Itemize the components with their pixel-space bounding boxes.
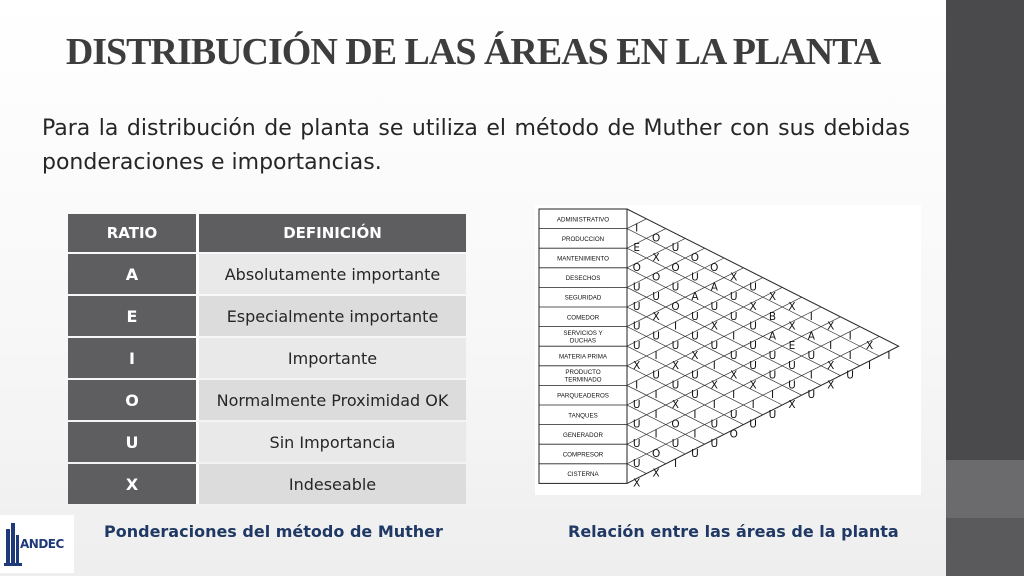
relation-code: E [633, 242, 641, 255]
relation-code: A [691, 291, 699, 304]
slide-title: DISTRIBUCIÓN DE LAS ÁREAS EN LA PLANTA [65, 31, 881, 73]
relation-code: I [848, 330, 852, 343]
area-label: CISTERNA [567, 471, 599, 479]
relation-code: X [827, 320, 835, 333]
relation-code: O [632, 261, 641, 274]
relation-code: I [809, 310, 813, 323]
relation-code: X [749, 301, 757, 313]
relation-code: O [690, 252, 700, 264]
relation-code: O [671, 261, 680, 274]
table-row [68, 296, 466, 336]
relation-code: I [654, 350, 658, 362]
right-decor-block-light [946, 460, 1024, 518]
definition-cell: Especialmente importante [196, 296, 466, 336]
relation-code: X [710, 379, 718, 392]
relation-code: X [652, 310, 660, 323]
caption-right: Relación entre las áreas de la planta [568, 522, 899, 541]
definition-cell: Normalmente Proximidad OK [196, 380, 466, 420]
relation-code: U [749, 281, 757, 294]
relation-code: I [635, 379, 639, 392]
relation-code: I [693, 428, 697, 441]
relationship-matrix [535, 205, 921, 495]
area-label: COMEDOR [566, 314, 600, 322]
relation-code: X [671, 399, 680, 411]
relation-code: U [691, 271, 699, 284]
relation-code: I [770, 389, 775, 402]
table-row [68, 254, 466, 294]
caption-left: Ponderaciones del método de Muther [104, 522, 443, 541]
area-label: MANTENIMIENTO [557, 255, 609, 263]
relation-code: I [809, 369, 813, 382]
relation-code: I [712, 399, 716, 411]
relation-code: I [673, 457, 678, 470]
matrix-outline [627, 209, 899, 483]
relation-code: U [691, 369, 699, 382]
relation-code: X [865, 340, 874, 353]
relation-code: X [691, 350, 699, 362]
table-row [68, 380, 466, 420]
relation-code: U [632, 457, 641, 470]
relation-code: I [693, 408, 697, 421]
intro-paragraph: Para la distribución de planta se utiliza el método de Muther con sus debidas ponderaciones e importancias. [42, 116, 910, 175]
table-header-row [68, 214, 466, 252]
relation-code: E [788, 340, 796, 353]
relation-code: X [633, 359, 641, 372]
relation-code: X [633, 477, 641, 490]
definition-cell: Indeseable [196, 464, 466, 504]
relation-code: X [788, 301, 796, 313]
relation-code: A [807, 330, 815, 343]
table-row [68, 422, 466, 462]
relation-code: I [732, 330, 736, 343]
relation-code: X [768, 291, 777, 304]
definition-cell: Sin Importancia [196, 422, 466, 462]
relation-code: U [749, 320, 757, 333]
andec-logo [0, 515, 74, 573]
relation-code: U [652, 291, 660, 304]
relation-code: X [652, 252, 660, 264]
relation-code: X [671, 359, 680, 372]
relation-code: U [768, 369, 777, 382]
relation-code: U [788, 359, 796, 372]
relation-code: X [788, 399, 796, 411]
relation-code: U [788, 379, 796, 392]
relation-code: A [768, 330, 777, 343]
relation-code: U [768, 408, 777, 421]
relation-code: U [652, 330, 660, 343]
relation-code: U [652, 369, 660, 382]
relationship-matrix-diagram [535, 205, 921, 495]
area-label: MATERIA PRIMA [558, 353, 608, 361]
relation-code: O [671, 418, 680, 431]
relation-code: U [729, 291, 738, 304]
header-definicion: DEFINICIÓN [196, 214, 466, 252]
relation-code: U [691, 330, 699, 343]
relation-code: U [749, 359, 757, 372]
muther-ratio-table [68, 212, 466, 506]
relation-code: I [654, 389, 658, 402]
relation-code: U [710, 340, 719, 353]
relation-code: U [691, 448, 699, 460]
definition-cell: Absolutamente importante [196, 254, 466, 294]
relation-code: U [768, 350, 777, 362]
relation-code: U [632, 438, 641, 451]
relation-code: U [632, 340, 641, 353]
relation-code: U [749, 418, 757, 431]
relation-code: U [710, 301, 719, 313]
ratio-cell: O [68, 380, 196, 420]
relation-code: U [632, 320, 641, 333]
relation-code: U [710, 438, 719, 451]
area-label: PRODUCCION [561, 235, 605, 243]
ratio-cell: U [68, 422, 196, 462]
relation-code: U [671, 379, 680, 392]
relation-code: I [654, 428, 658, 441]
relation-code: I [654, 408, 658, 421]
area-label: SERVICIOS Y [563, 329, 603, 337]
area-label: DUCHAS [569, 337, 597, 345]
relation-code: U [632, 301, 641, 313]
area-label: SEGURIDAD [564, 294, 602, 302]
table-row [68, 464, 466, 504]
area-label: DESECHOS [565, 275, 601, 283]
relation-code: O [651, 271, 661, 284]
relation-code: I [848, 350, 852, 362]
relation-code: O [671, 301, 680, 313]
relation-code: I [829, 340, 833, 353]
relation-code: U [632, 418, 641, 431]
relation-code: U [807, 389, 816, 402]
relation-code: X [710, 320, 718, 333]
relation-code: I [887, 350, 891, 362]
relation-code: I [673, 320, 678, 333]
right-decor-block-dark [946, 518, 1024, 576]
relation-code: X [827, 359, 835, 372]
relation-code: A [710, 281, 718, 294]
area-label: ADMINISTRATIVO [556, 216, 610, 224]
header-ratio: RATIO [68, 214, 196, 252]
relation-code: U [632, 281, 641, 294]
definition-cell: Importante [196, 338, 466, 378]
ratio-cell: E [68, 296, 196, 336]
relation-code: O [710, 261, 719, 274]
relation-code: U [671, 438, 680, 451]
relation-code: X [827, 379, 835, 392]
relation-code: I [751, 399, 755, 411]
relation-code: X [788, 320, 796, 333]
area-label: PARQUEADEROS [557, 392, 609, 400]
relation-code: B [768, 310, 777, 323]
relation-code: X [730, 271, 738, 284]
relation-code: X [749, 379, 757, 392]
logo-text: ANDEC [20, 537, 64, 551]
relation-code: I [635, 222, 639, 235]
relation-code: U [671, 281, 680, 294]
area-label: TERMINADO [564, 376, 602, 384]
relation-code: U [632, 399, 641, 411]
ratio-cell: I [68, 338, 196, 378]
area-label: PRODUCTO [565, 369, 601, 377]
relation-code: U [710, 418, 719, 431]
relation-code: U [671, 242, 680, 255]
relation-code: U [807, 350, 816, 362]
ratio-cell: X [68, 464, 196, 504]
relation-code: O [651, 448, 661, 460]
relation-code: U [846, 369, 854, 382]
relation-code: X [730, 369, 738, 382]
relation-code: O [651, 232, 661, 245]
relation-code: U [671, 340, 680, 353]
relation-code: U [729, 350, 738, 362]
relation-code: I [867, 359, 872, 372]
relation-code: U [691, 389, 699, 402]
area-label: GENERADOR [563, 431, 603, 439]
relation-code: U [749, 340, 757, 353]
relation-code: X [652, 467, 660, 480]
area-label: COMPRESOR [562, 451, 604, 459]
table-row [68, 338, 466, 378]
area-label: TANQUES [568, 412, 598, 420]
relation-code: U [691, 310, 699, 323]
relation-code: U [729, 408, 738, 421]
relation-code: I [712, 359, 716, 372]
relation-code: I [732, 389, 736, 402]
relation-code: U [729, 310, 738, 323]
ratio-cell: A [68, 254, 196, 294]
relation-code: O [729, 428, 738, 441]
